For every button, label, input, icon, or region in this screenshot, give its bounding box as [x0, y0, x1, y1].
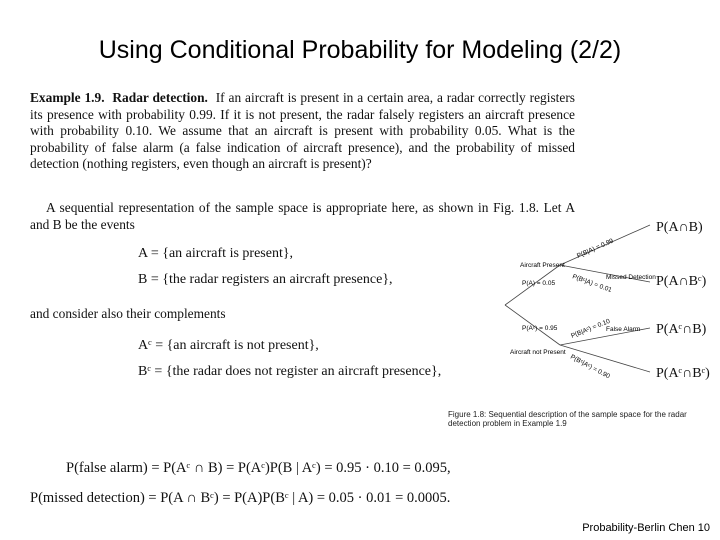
label-p-bc-given-ac: P(Bᶜ|Aᶜ) = 0.90: [569, 353, 611, 381]
event-ac-definition: Aᶜ = {an aircraft is not present},: [138, 338, 319, 353]
node-aircraft-present: Aircraft Present: [520, 262, 565, 269]
branch-root-to-ac: [505, 305, 560, 345]
false-alarm-equation: P(false alarm) = P(Aᶜ ∩ B) = P(Aᶜ)P(B | Aᶜ) = 0.95 · 0.10 = 0.095,: [66, 460, 451, 476]
branch-ac-to-bc: [560, 345, 650, 372]
label-p-bc-given-a: P(Bᶜ|A) = 0.01: [571, 273, 613, 295]
branch-a-to-bc: [560, 265, 650, 282]
event-bc-definition: Bᶜ = {the radar does not register an aircraft presence},: [138, 364, 442, 379]
node-missed-detection: Missed Detection: [606, 274, 656, 281]
missed-detection-equation: P(missed detection) = P(A ∩ Bᶜ) = P(A)P(Bᶜ | A) = 0.05 · 0.01 = 0.0005.: [30, 490, 451, 506]
example-paragraph-2: A sequential representation of the sample space is appropriate here, as shown in Fig. 1.8. Let A and B be the events: [30, 200, 575, 232]
label-p-ac: P(Aᶜ) = 0.95: [522, 325, 558, 332]
slide-footer: Probability-Berlin Chen 10: [582, 522, 710, 534]
example-heading-topic: Radar detection.: [112, 90, 208, 105]
label-prob-ac-and-bc: P(Aᶜ∩Bᶜ): [656, 366, 710, 381]
event-a-definition: A = {an aircraft is present},: [138, 246, 294, 261]
figure-caption: Figure 1.8: Sequential description of the sample space for the radar detection problem in Example 1.9: [448, 410, 687, 428]
label-p-b-given-ac: P(B|Aᶜ) = 0.10: [570, 317, 612, 340]
branch-ac-to-b: [560, 328, 650, 345]
slide-title: Using Conditional Probability for Modeling (2/2): [98, 36, 622, 64]
label-prob-a-and-bc: P(A∩Bᶜ): [656, 274, 707, 289]
complements-intro: and consider also their complements: [30, 306, 226, 321]
label-prob-ac-and-b: P(Aᶜ∩B): [656, 322, 707, 337]
example-paragraph-1: [30, 90, 575, 173]
event-b-definition: B = {the radar registers an aircraft presence},: [138, 272, 393, 287]
example-body-text: If an aircraft is present in a certain area, a radar correctly registers its presence with probability 0.99. If it is not present, the radar falsely registers an aircraft presence with probability 0.10. We assume that an aircraft is present with probability 0.05. What is the probability of false alarm (a false indication of aircraft presence), and the probability of missed detection (nothing registers, even though an aircraft is present)?: [30, 90, 576, 172]
node-aircraft-not-present: Aircraft not Present: [510, 349, 566, 356]
branch-root-to-a: [505, 265, 560, 305]
node-false-alarm: False Alarm: [606, 326, 641, 333]
label-p-a: P(A) = 0.05: [522, 280, 556, 287]
label-p-b-given-a: P(B|A) = 0.99: [575, 237, 615, 260]
label-prob-a-and-b: P(A∩B): [656, 220, 703, 235]
example-heading: Example 1.9.: [30, 90, 105, 105]
